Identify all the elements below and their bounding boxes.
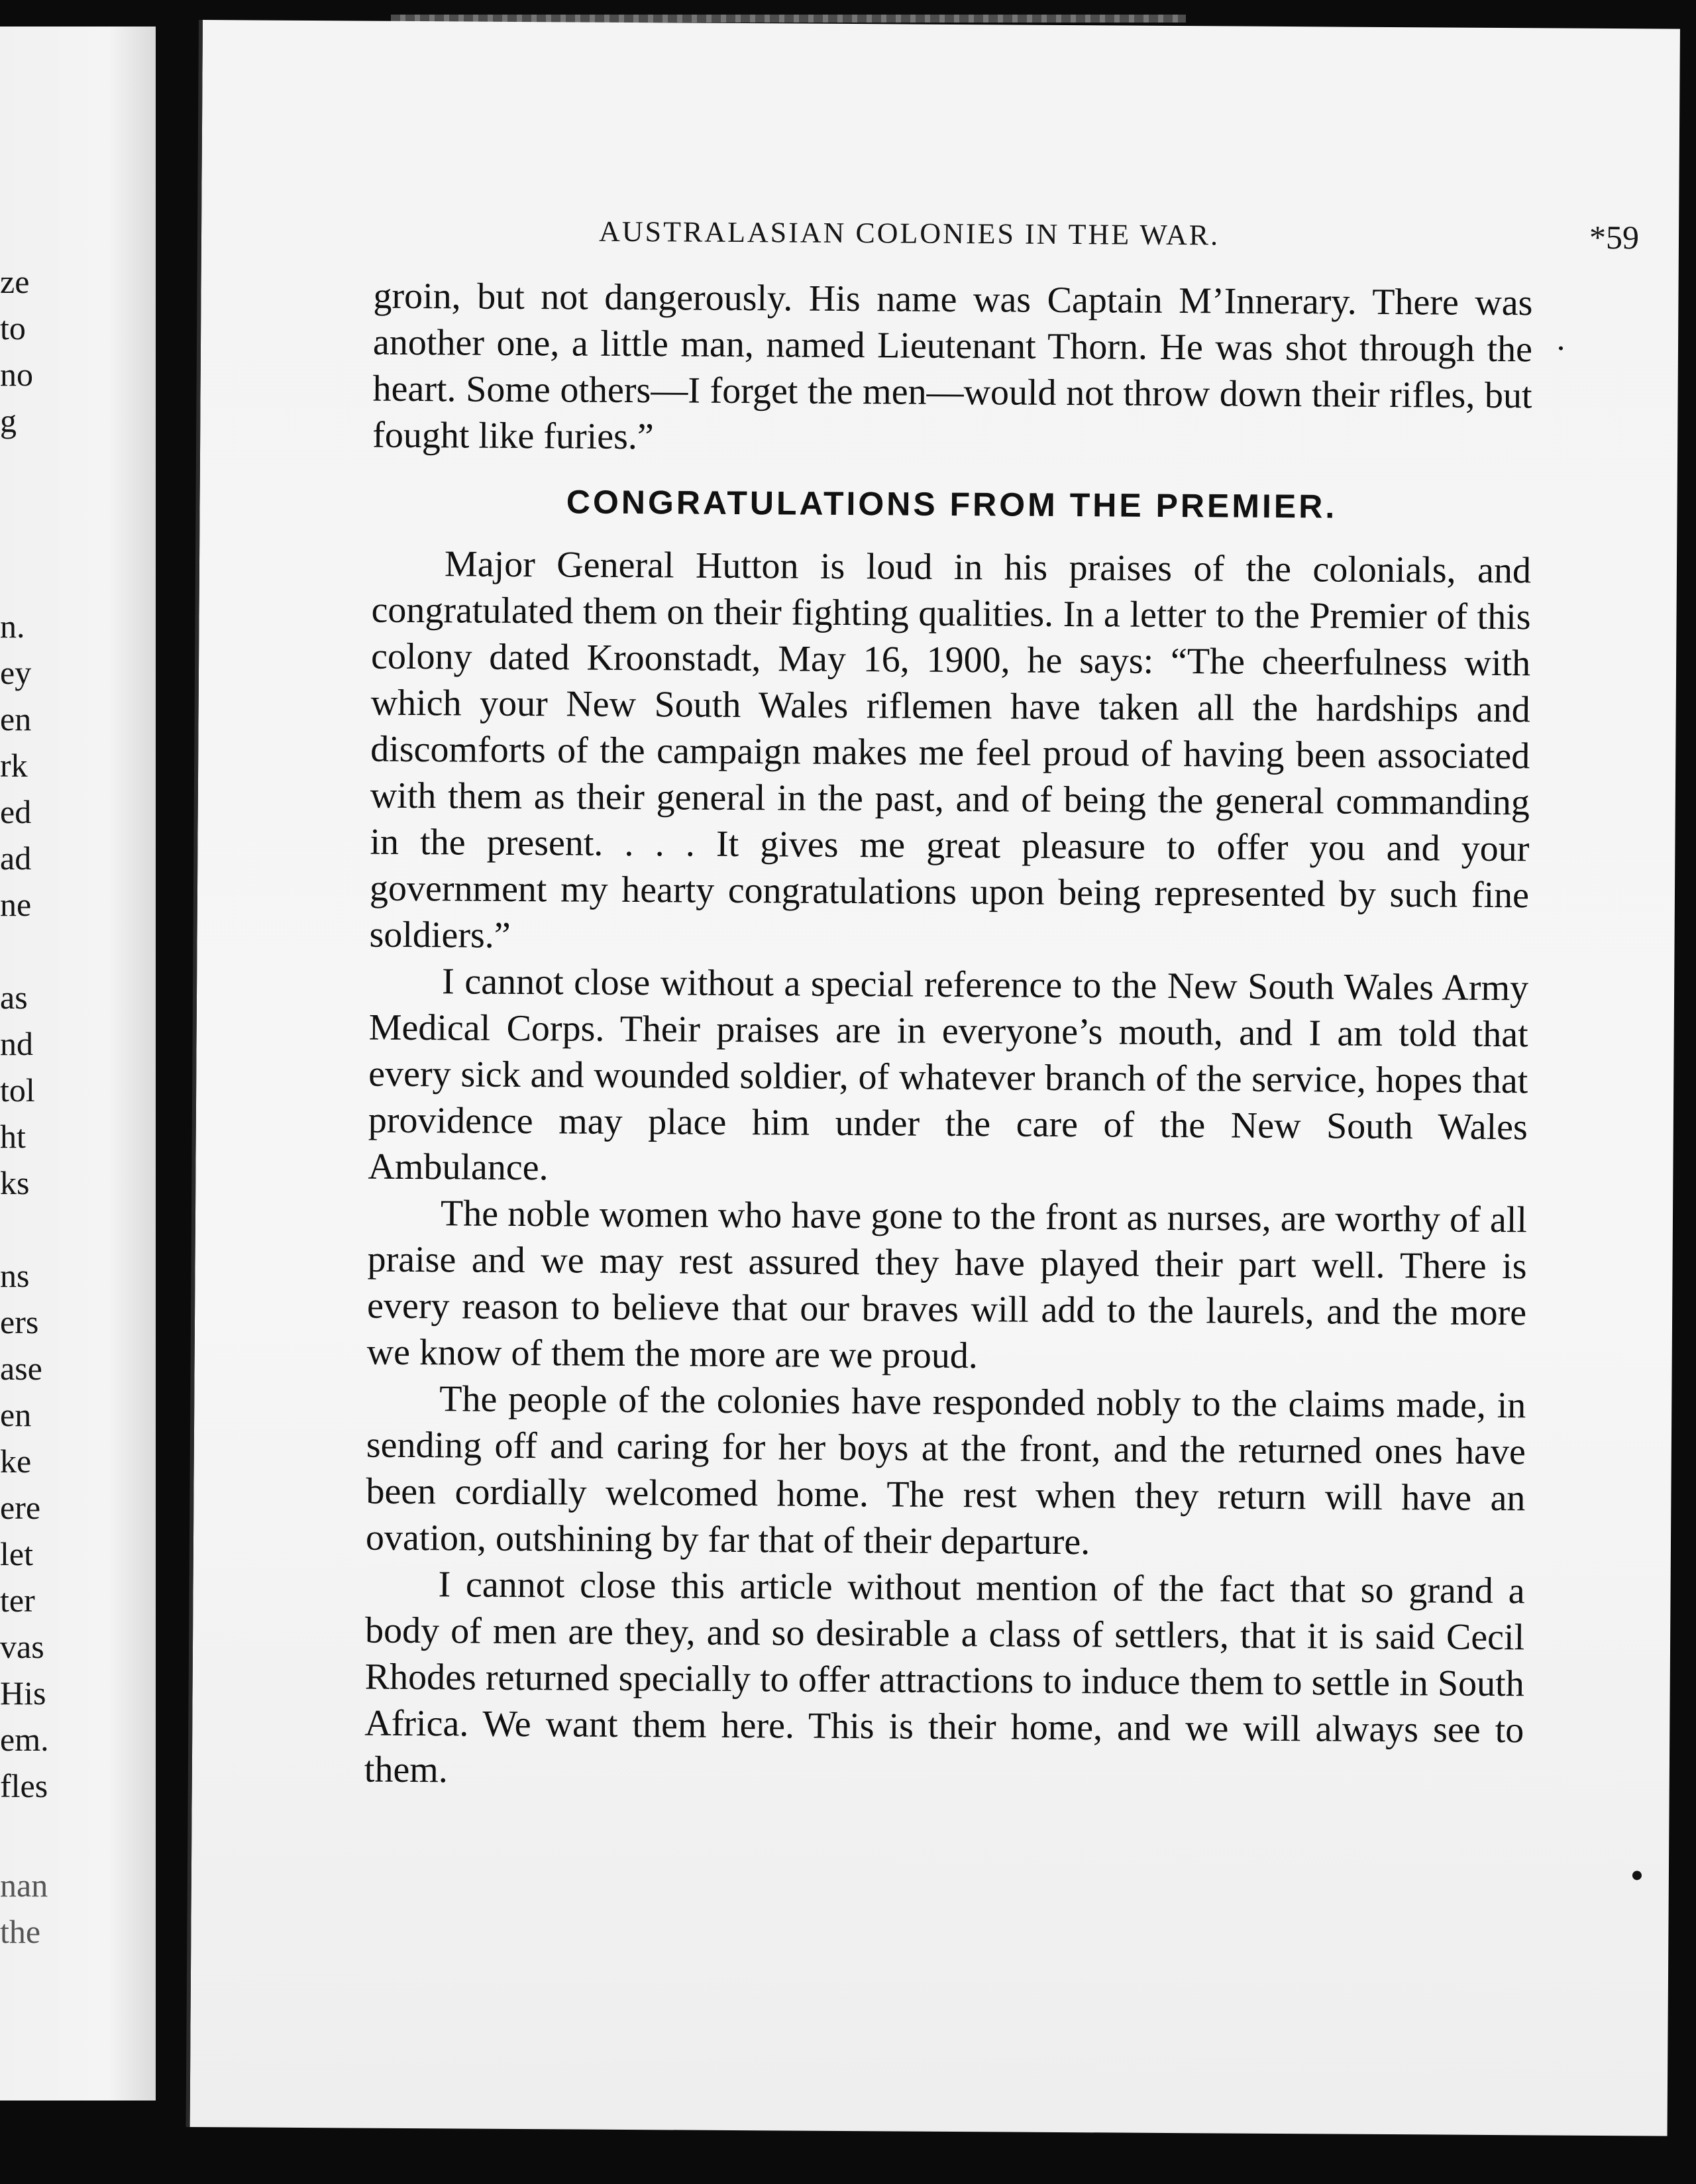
facing-text-fragment: ter [0,1582,35,1619]
facing-text-fragment: nd [0,1025,33,1062]
facing-text-fragment: en [0,700,32,737]
running-head-title: AUSTRALASIAN COLONIES IN THE WAR. [598,215,1220,252]
body-paragraph: The noble women who have gone to the front as nurses, are worthy of all praise and we may rest assured they have played their part well. There is every reason to believe that our braves will add to the laurels, and the more we know of them the more are we proud. [366,1193,1528,1377]
facing-text-fragment: His [0,1674,46,1712]
facing-text-fragment: ze [0,263,30,300]
facing-text-fragment: fles [0,1767,48,1804]
facing-text-fragment: ht [0,1118,26,1155]
facing-text-fragment: vas [0,1628,44,1665]
facing-text-fragment: ad [0,840,32,877]
facing-text-fragment: nan [0,1867,48,1904]
facing-text-fragment: ke [0,1443,32,1480]
facing-page-edge [0,27,156,2101]
facing-text-fragment: ere [0,1489,41,1526]
facing-text-fragment: g [0,402,17,439]
ink-speck [1632,1871,1642,1880]
facing-text-fragment: ne [0,886,32,923]
body-paragraph: Major General Hutton is loud in his praises of the colonials, and congratulated them on their fighting qualities. In a letter to the Premier of this colony dated Kroonstadt, May 16, 1900, he says: “The cheerfulness with which your New South Wales riflemen have taken all the hardships and discomforts of the campaign makes me feel proud of having been associated with them as their general in the past, and of being the general commanding in the present. . . . It gives me great pleasure to offer you and your government my hearty congratulations upon being represented by such fine soldiers.” [369,543,1532,956]
body-paragraph: I cannot close this article without mention of the fact that so grand a body of men are they, and so desirable a class of settlers, that it is said Cecil Rhodes returned specially to offer attractions to induce them to settle in South Africa. We want them here. This is their home, and we will always see to them. [364,1564,1525,1791]
facing-text-fragment: ey [0,654,32,691]
facing-text-fragment: ns [0,1257,30,1294]
facing-text-fragment: ers [0,1303,39,1340]
body-paragraph: The people of the colonies have responded nobly to the claims made, in sending off and caring for her boys at the front, and the returned ones have been cordially welcomed home. The rest when they return will have an ovation, outshining by far that of their departure. [365,1378,1526,1563]
book-page [186,20,1680,2136]
facing-text-fragment: ed [0,793,32,830]
running-head [599,215,1639,268]
facing-text-fragment: tol [0,1071,35,1109]
facing-text-fragment: let [0,1535,33,1572]
facing-text-fragment: en [0,1396,32,1433]
facing-text-fragment: rk [0,747,28,784]
ink-speck [1559,347,1563,351]
facing-text-fragment: to [0,309,26,347]
continued-paragraph: groin, but not dangerously. His name was Captain M’Innerary. There was another one, a little man, named Lieutenant Thorn. He was shot through the heart. Some others—I forget the men—would not throw down their rifles, but fought like furies.” [372,275,1533,458]
facing-text-fragment: as [0,979,28,1016]
facing-text-fragment: no [0,356,33,393]
section-heading: CONGRATULATIONS FROM THE PREMIER. [566,483,1338,525]
page-body [364,273,1533,1800]
facing-text-fragment: the [0,1913,41,1950]
facing-text-fragment: em. [0,1721,49,1758]
body-paragraph: I cannot close without a special reference to the New South Wales Army Medical Corps. Their praises are in everyone’s mouth, and I am told that every sick and wounded soldier, of whatever branch of the service, hopes that providence may place him under the care of the New South Wales Ambulance. [368,961,1529,1189]
facing-text-fragment: ks [0,1164,30,1201]
facing-text-fragment: n. [0,608,25,645]
page-number: *59 [1589,218,1640,256]
facing-text-fragment: ase [0,1350,42,1387]
